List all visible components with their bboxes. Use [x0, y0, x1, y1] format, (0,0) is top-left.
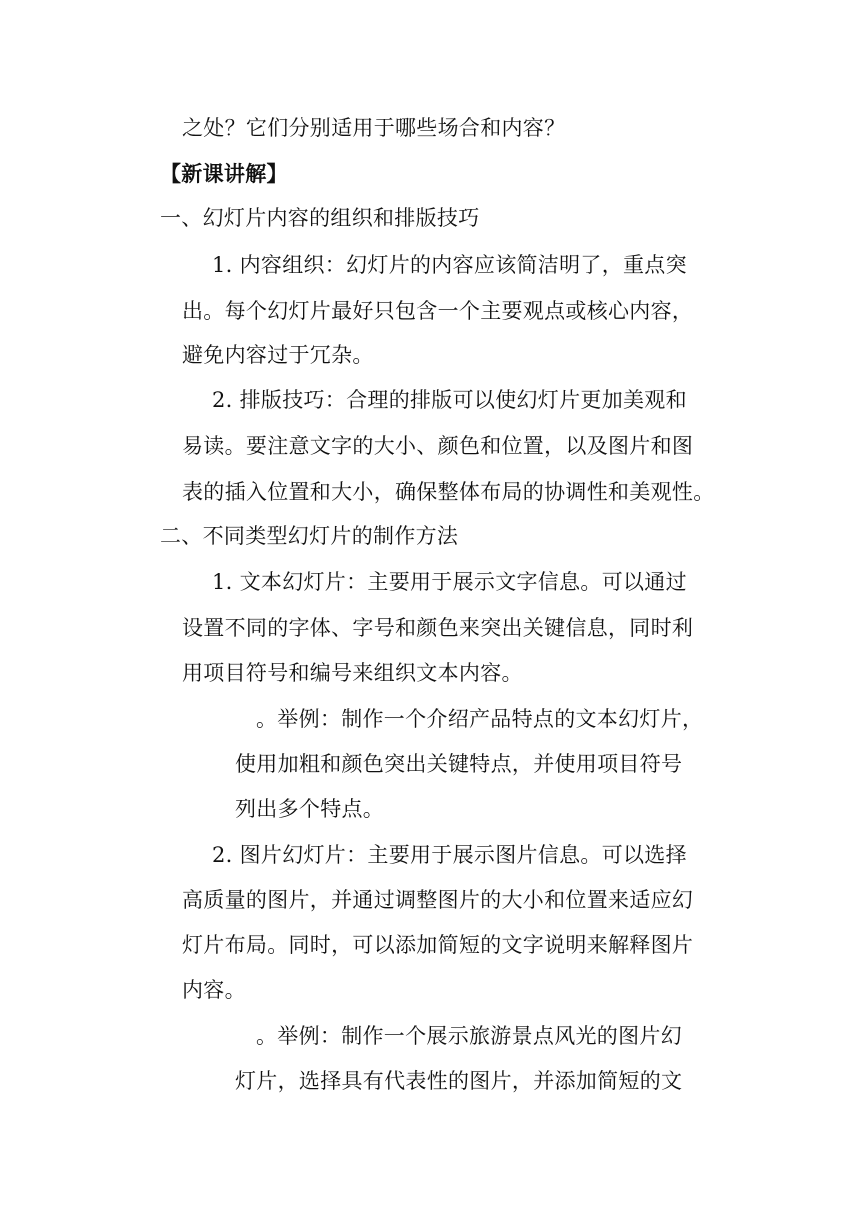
item-1-line-1: 1. 内容组织：幻灯片的内容应该简洁明了，重点突	[212, 253, 687, 277]
image-slide-example-line-1: 。举例：制作一个展示旅游景点风光的图片幻	[256, 1024, 682, 1048]
heading-part-one: 一、幻灯片内容的组织和排版技巧	[160, 206, 480, 230]
item-2-line-1: 2. 排版技巧：合理的排版可以使幻灯片更加美观和	[212, 388, 687, 412]
item-1-line-2: 出。每个幻灯片最好只包含一个主要观点或核心内容，	[182, 299, 694, 323]
text-slide-example-line-1: 。举例：制作一个介绍产品特点的文本幻灯片，	[256, 707, 704, 731]
text-slide-line-1: 1. 文本幻灯片：主要用于展示文字信息。可以通过	[212, 570, 687, 594]
section-heading-new-lesson: 【新课讲解】	[160, 161, 288, 186]
item-1-line-3: 避免内容过于冗杂。	[182, 343, 374, 367]
heading-part-two: 二、不同类型幻灯片的制作方法	[160, 524, 459, 548]
text-slide-line-2: 设置不同的字体、字号和颜色来突出关键信息，同时利	[182, 616, 694, 640]
image-slide-line-1: 2. 图片幻灯片：主要用于展示图片信息。可以选择	[212, 843, 687, 867]
image-slide-line-4: 内容。	[182, 978, 246, 1002]
item-2-line-2: 易读。要注意文字的大小、颜色和位置，以及图片和图	[182, 434, 694, 458]
image-slide-line-3: 灯片布局。同时，可以添加简短的文字说明来解释图片	[182, 933, 694, 957]
intro-question-line: 之处？它们分别适用于哪些场合和内容？	[182, 116, 566, 140]
text-slide-example-line-3: 列出多个特点。	[235, 797, 385, 821]
image-slide-line-2: 高质量的图片，并通过调整图片的大小和位置来适应幻	[182, 888, 694, 912]
text-slide-line-3: 用项目符号和编号来组织文本内容。	[182, 661, 523, 685]
image-slide-example-line-2: 灯片，选择具有代表性的图片，并添加简短的文	[235, 1069, 683, 1093]
text-slide-example-line-2: 使用加粗和颜色突出关键特点，并使用项目符号	[235, 752, 683, 776]
item-2-line-3: 表的插入位置和大小，确保整体布局的协调性和美观性。	[182, 480, 715, 504]
